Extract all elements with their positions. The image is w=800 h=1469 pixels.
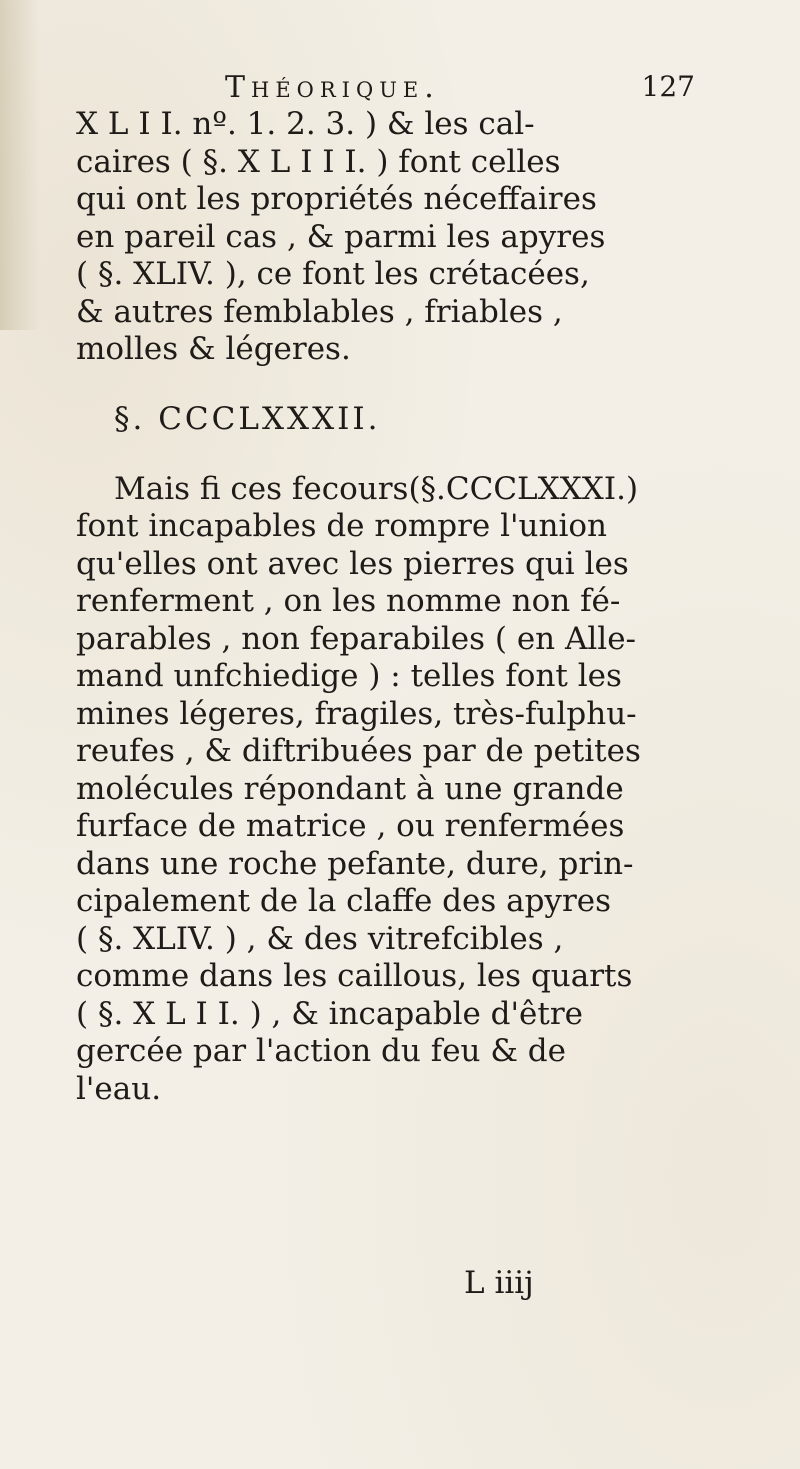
body-text [76,106,726,1108]
page-header [225,70,695,110]
text-line: gercée par l'action du feu & de [76,1033,566,1069]
text-line: l'eau. [76,1070,162,1107]
text-line: font incapables de rompre l'union [76,508,608,544]
text-line: X L I I. nº. 1. 2. 3. ) & les cal- [76,106,535,142]
text-line: dans une roche pefante, dure, prin- [76,845,634,882]
text-line: qui ont les propriétés néceffaires [76,181,597,217]
text-line: ( §. X L I I. ) , & incapable d'être [76,995,584,1032]
running-title: Théorique. [225,70,440,105]
text-line: qu'elles ont avec les pierres qui les [76,545,629,582]
text-line: Mais fi ces fecours(§.CCCLXXXI.) [114,470,639,507]
text-line: mand unfchiedige ) : telles font les [76,658,622,694]
page-edge-stain [0,0,40,330]
text-line: molécules répondant à une grande [76,770,624,807]
page-number: 127 [641,70,695,103]
text-line: cipalement de la claffe des apyres [76,883,612,919]
section-heading: §. CCCLXXXII. [114,400,381,437]
text-line: molles & légeres. [76,331,351,367]
text-line: renferment , on les nomme non fé- [76,583,621,619]
text-line: & autres femblables , friables , [76,293,563,330]
text-line: mines légeres, fragiles, très-fulphu- [76,695,637,732]
text-line: reufes , & diftribuées par de petites [76,733,641,769]
text-line: ( §. XLIV. ) , & des vitrefcibles , [76,920,564,957]
text-line: caires ( §. X L I I I. ) font celles [76,143,561,180]
text-line: comme dans les caillous, les quarts [76,958,633,994]
signature-mark: L iiij [464,1265,534,1301]
text-line: ( §. XLIV. ), ce font les crétacées, [76,256,590,292]
text-line: furface de matrice , ou renfermées [76,808,625,844]
text-line: en pareil cas , & parmi les apyres [76,218,606,255]
text-line: parables , non feparabiles ( en Alle- [76,620,637,657]
